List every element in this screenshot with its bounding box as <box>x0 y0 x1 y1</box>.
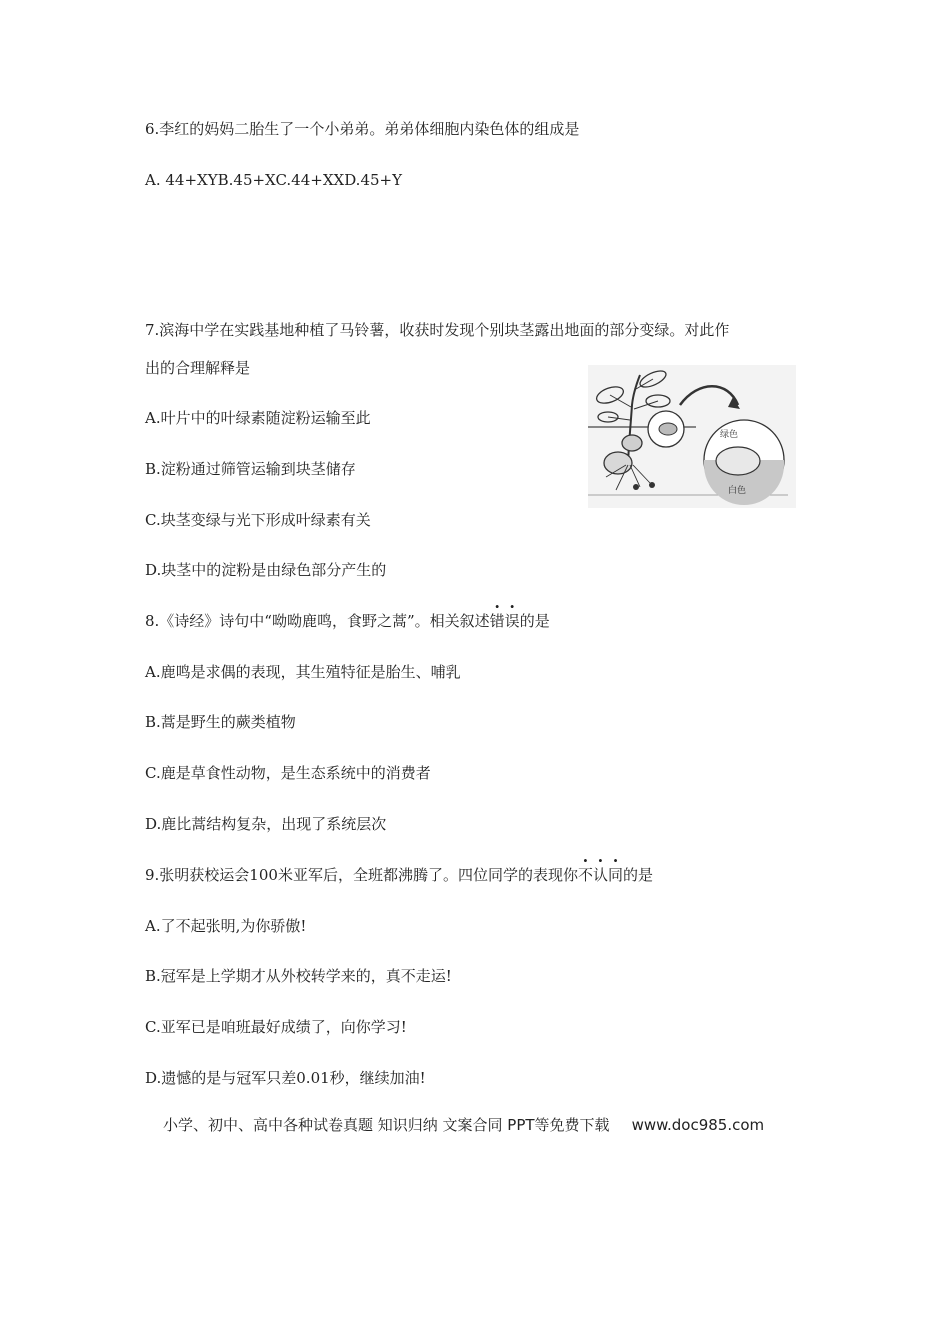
q9-emphasis-char: 认 <box>592 866 608 884</box>
q9-option-b: B.冠军是上学期才从外校转学来的，真不走运! <box>145 967 452 985</box>
potato-plant-figure <box>588 365 796 508</box>
q8-option-a: A.鹿鸣是求偶的表现，其生殖特征是胎生、哺乳 <box>145 663 461 681</box>
q6-stem: 6.李红的妈妈二胎生了一个小弟弟。弟弟体细胞内染色体的组成是 <box>145 120 580 138</box>
q9-emphasis-char: 不 <box>577 866 593 884</box>
q7-option-b: B.淀粉通过筛管运输到块茎储存 <box>145 460 356 478</box>
q7-option-d: D.块茎中的淀粉是由绿色部分产生的 <box>145 561 387 579</box>
q7-stem-line2: 出的合理解释是 <box>145 359 251 377</box>
q8-option-b: B.蒿是野生的蕨类植物 <box>145 713 296 731</box>
potato-plant-illustration <box>588 365 796 508</box>
page-footer <box>163 1115 764 1135</box>
q9-option-d: D.遗憾的是与冠军只差0.01秒，继续加油! <box>145 1069 426 1087</box>
q9-stem-before: 9.张明获校运会100米亚军后，全班都沸腾了。四位同学的表现你 <box>145 866 578 884</box>
q9-option-c: C.亚军已是咱班最好成绩了，向你学习! <box>145 1018 407 1036</box>
q8-emphasis-char: 错 <box>489 612 505 630</box>
label-white: 白色 <box>728 486 747 496</box>
q6-options: A. 44+XYB.45+XC.44+XXD.45+Y <box>145 171 403 189</box>
q8-option-c: C.鹿是草食性动物，是生态系统中的消费者 <box>145 764 431 782</box>
q9-option-a: A.了不起张明,为你骄傲! <box>145 917 307 935</box>
q9-stem <box>145 865 653 885</box>
q7-option-a: A.叶片中的叶绿素随淀粉运输至此 <box>145 409 371 427</box>
q8-emphasis-char: 误 <box>504 612 520 630</box>
q7-option-c: C.块茎变绿与光下形成叶绿素有关 <box>145 511 371 529</box>
footer-site-link[interactable]: www.doc985.com <box>631 1116 765 1134</box>
footer-text: 小学、初中、高中各种试卷真题 知识归纳 文案合同 PPT等免费下载 <box>163 1116 610 1134</box>
q8-option-d: D.鹿比蒿结构复杂，出现了系统层次 <box>145 815 387 833</box>
q8-stem-before: 8.《诗经》诗句中“呦呦鹿鸣，食野之蒿”。相关叙述 <box>145 612 490 630</box>
q7-stem-line1: 7.滨海中学在实践基地种植了马铃薯，收获时发现个别块茎露出地面的部分变绿。对此作 <box>145 321 730 339</box>
label-green: 绿色 <box>720 430 739 440</box>
q9-emphasis-char: 同 <box>607 866 623 884</box>
q8-stem-after: 的是 <box>519 612 550 630</box>
q9-stem-after: 的是 <box>623 866 654 884</box>
q8-stem <box>145 611 550 631</box>
